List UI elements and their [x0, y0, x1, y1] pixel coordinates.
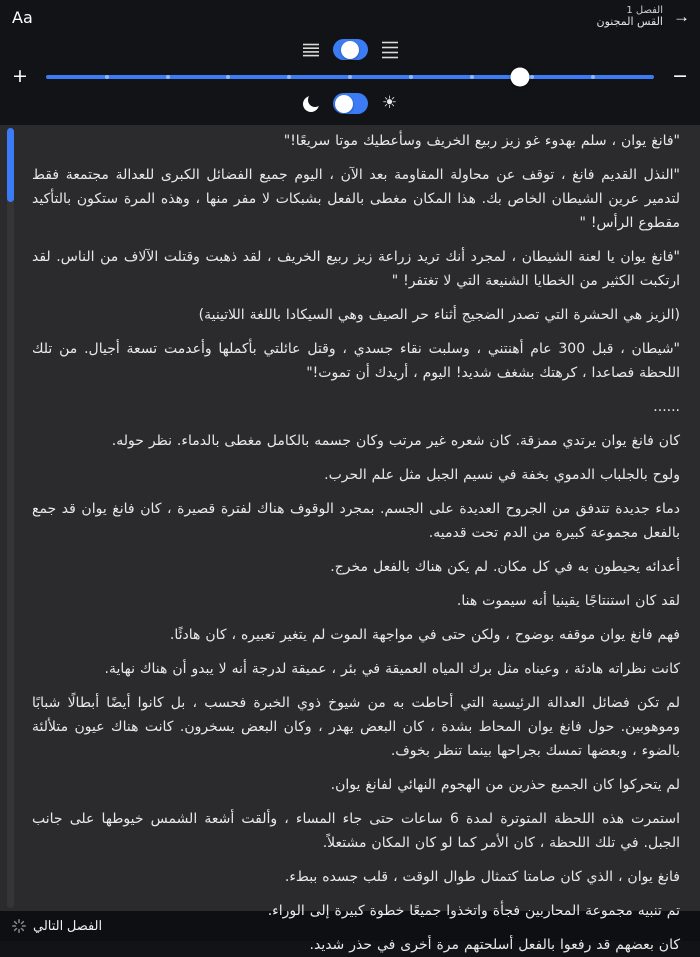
increase-font-button[interactable]: + — [12, 65, 28, 87]
book-title: القس المجنون — [596, 15, 663, 29]
chapter-label: الفصل 1 — [626, 4, 663, 16]
paragraph: كانت نظراته هادئة ، وعيناه مثل برك المياه العميقة في بئر ، عميقة لدرجة أنه لا يبدو أن هناك نهاية. — [104, 661, 680, 677]
slider-tick — [348, 75, 352, 79]
theme-toggle[interactable] — [333, 93, 368, 114]
next-chapter-label: الفصل التالي — [33, 918, 103, 933]
paragraph: (الزيز هي الحشرة التي تصدر الضجيج أثناء حر الصيف وهي السيكادا باللغة اللاتينية) — [198, 307, 680, 323]
paragraph: ولوح بالجلباب الدموي بخفة في نسيم الجبل مثل علم الحرب. — [324, 467, 680, 483]
paragraph: "شيطان ، قبل 300 عام أهنتني ، وسلبت نقاء جسدي ، وقتل عائلتي بأكملها وأعدمت تسعة أجيال. من تلك اللحظة فصاعدا ، كرهتك بشغف شديد! اليوم ، أريدك أن تموت!" — [32, 341, 680, 381]
moon-icon — [303, 96, 319, 112]
paragraph-list — [32, 129, 680, 957]
top-bar — [0, 0, 700, 32]
paragraph: "فانغ يوان يا لعنة الشيطان ، لمجرد أنك تريد زراعة زيز ربيع الخريف ، لقد ذهبت وقتلت الآلاف من الناس. لقد ارتكبت الكثير من الخطايا الشنيعة التي لا تغتفر! " — [32, 249, 680, 289]
font-size-slider-track[interactable] — [46, 75, 654, 79]
paragraph: كان بعضهم قد رفعوا بالفعل أسلحتهم مرة أخرى في حذر شديد. — [309, 937, 680, 953]
paragraph: لم تكن فضائل العدالة الرئيسية التي أحاطت به من شيوخ ذوي الخبرة فحسب ، بل كانوا أيضًا أبطالًا شبابًا وموهوبين. حول فانغ يوان المحاط بشدة ، كان البعض يهدر ، وكان البعض يسخرون. كانت هناك عيون متلألئة بالضوء ، وبعضها تمسك بجراحها بينما تنظر بخوف. — [32, 695, 680, 759]
slider-tick — [409, 75, 413, 79]
chapter-info — [597, 5, 663, 29]
slider-tick — [591, 75, 595, 79]
line-spacing-toggle[interactable] — [333, 39, 368, 60]
slider-tick — [470, 75, 474, 79]
line-spacing-tight-icon — [303, 43, 319, 57]
paragraph: استمرت هذه اللحظة المتوترة لمدة 6 ساعات حتى جاء المساء ، وألقت أشعة الشمس خيوطها على جانب الجبل. في تلك اللحظة ، كان الأمر كما لو كان المكان مشتعلاً. — [32, 811, 681, 851]
line-spacing-row — [0, 36, 700, 63]
paragraph: لقد كان استنتاجًا يقينيا أنه سيموت هنا. — [456, 593, 680, 609]
paragraph: لم يتحركوا كان الجميع حذرين من الهجوم النهائي لفانغ يوان. — [330, 777, 680, 793]
back-arrow-icon[interactable]: → — [673, 7, 690, 27]
paragraph: "النذل القديم فانغ ، توقف عن محاولة المقاومة بعد الآن ، اليوم جميع الفضائل الكبرى للعدالة مجتمعة فقط لتدمير عرين الشيطان الخاص بك. هذا المكان مغطى بالفعل بشبكات لا مفر منها ، وهذه المرة ستكون بالتأكيد مقطوع الرأس! " — [32, 167, 680, 231]
line-spacing-loose-icon — [382, 41, 398, 59]
font-settings-button[interactable]: Aa — [12, 7, 33, 27]
slider-tick — [105, 75, 109, 79]
font-size-slider-thumb[interactable] — [511, 67, 530, 86]
slider-tick — [226, 75, 230, 79]
scrollbar-track[interactable] — [7, 128, 14, 908]
decrease-font-button[interactable]: − — [672, 65, 688, 87]
paragraph: فانغ يوان ، الذي كان صامتا كتمثال طوال الوقت ، قلب جسده ببطء. — [284, 869, 680, 885]
slider-tick — [530, 75, 534, 79]
slider-tick — [166, 75, 170, 79]
paragraph: دماء جديدة تتدفق من الجروح العديدة على الجسم. بمجرد الوقوف هناك لفترة قصيرة ، كان فانغ يوان قد جمع بالفعل مجموعة كبيرة من الدم تحت قدميه. — [32, 501, 680, 541]
paragraph: ...... — [653, 399, 680, 415]
scrollbar-thumb[interactable] — [7, 128, 14, 202]
theme-toggle-knob[interactable] — [335, 95, 353, 113]
paragraph: تم تنبيه مجموعة المحاربين فجأة واتخذوا جميعًا خطوة كبيرة إلى الوراء. — [267, 903, 680, 919]
sun-icon: ☀ — [381, 93, 398, 113]
paragraph: أعدائه يحيطون به في كل مكان. لم يكن هناك بالفعل مخرج. — [330, 559, 680, 575]
font-size-row — [0, 63, 700, 90]
slider-tick — [287, 75, 291, 79]
paragraph: كان فانغ يوان يرتدي ممزقة. كان شعره غير مرتب وكان جسمه بالكامل مغطى بالدماء. نظر حوله. — [111, 433, 680, 449]
loading-spinner-icon — [12, 919, 26, 933]
theme-row — [0, 90, 700, 117]
reader-settings-panel — [0, 32, 700, 125]
line-spacing-toggle-knob[interactable] — [341, 41, 359, 59]
paragraph: "فانغ يوان ، سلم بهدوء غو زيز ربيع الخريف وسأعطيك موتا سريعًا!" — [283, 133, 680, 149]
paragraph: فهم فانغ يوان موقفه بوضوح ، ولكن حتى في مواجهة الموت لم يتغير تعبيره ، كان هادئًا. — [169, 627, 680, 643]
